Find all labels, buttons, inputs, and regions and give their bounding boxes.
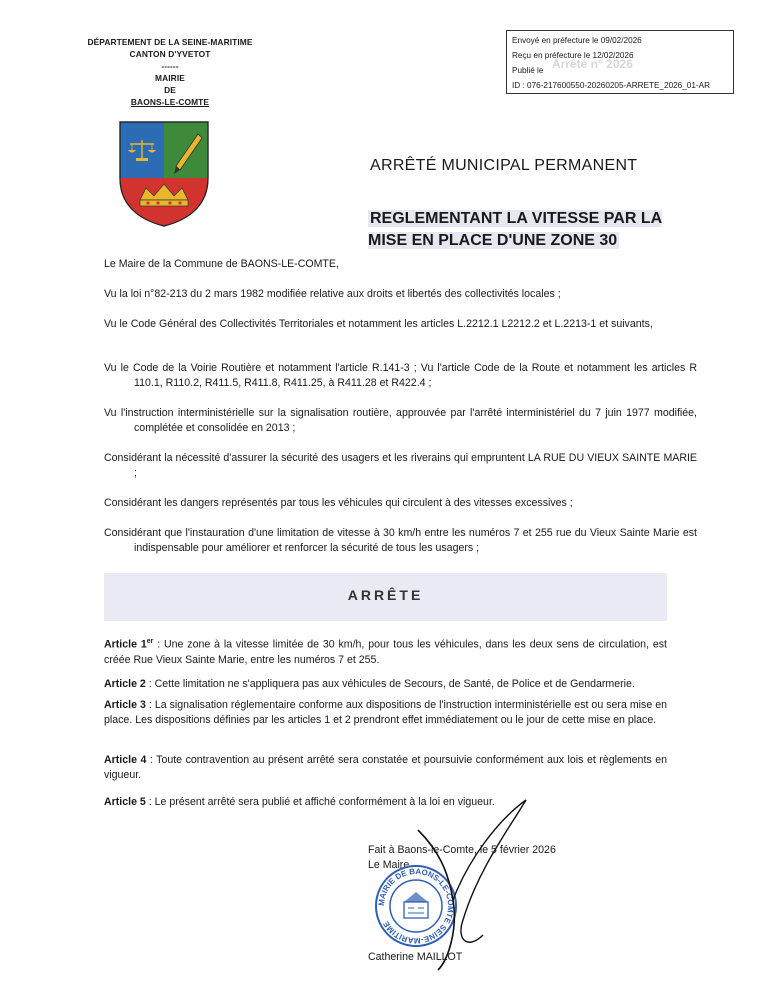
article-2: Article 2 : Cette limitation ne s'appliquera pas aux véhicules de Secours, de Santé, de Police et de Gendarmerie. [104, 678, 635, 690]
municipal-crest-icon [118, 120, 210, 228]
signature-place-date: Fait à Baons-le-Comte, le 5 février 2026 [368, 844, 556, 856]
dept-line: ------ [161, 61, 179, 71]
dept-line: DÉPARTEMENT DE LA SEINE-MARITIME [87, 37, 253, 47]
preamble-considerant-3: Considérant que l'instauration d'une limitation de vitesse à 30 km/h entre les numéros 7 et 255 rue du Vieux Sainte Marie est indispensable pour améliorer et renforcer la sécurité de tous les usagers ; [104, 527, 697, 554]
stamp-sent: Envoyé en préfecture le 09/02/2026 [512, 36, 642, 45]
signatory-name: Catherine MAILLOT [368, 951, 463, 963]
seal-text: MAIRIE DE BAONS-LE-COMTE SEINE-MARITIME [376, 866, 456, 946]
article-4: Article 4 : Toute contravention au présent arrêté sera constatée et poursuivie conformément aux lois et règlements en vigueur. [104, 754, 667, 781]
dept-line: DE [164, 85, 176, 95]
arrete-heading-band [104, 573, 667, 621]
signature-role: Le Maire [368, 859, 410, 871]
stamp-published: Publié le Arrêté n° 2026 [512, 57, 633, 75]
article-1: Article 1er : Une zone à la vitesse limitée de 30 km/h, pour tous les véhicules, dans les deux sens de circulation, est créée Rue Vieux Sainte Marie, entre les numéros 7 et 255. [104, 638, 667, 666]
preamble-intro: Le Maire de la Commune de BAONS-LE-COMTE, [104, 258, 339, 270]
preamble-vu-4: Vu l'instruction interministérielle sur la signalisation routière, approuvée par l'arrêté interministériel du 7 juin 1977 modifiée, complétée et consolidée en 2013 ; [104, 407, 697, 434]
dept-line: BAONS-LE-COMTE [130, 97, 210, 107]
article-3: Article 3 : La signalisation réglementaire conforme aux dispositions de l'instruction interministérielle est ou sera mise en place. Les dispositions définies par les articles 1 et 2 prendront effet immédiatement ou le jour de cette mise en place. [104, 699, 667, 726]
preamble-vu-2: Vu le Code Général des Collectivités Territoriales et notamment les articles L.2212.1 L2212.2 et L.2213-1 et suivants, [104, 318, 653, 330]
stamp-received: Reçu en préfecture le 12/02/2026 [512, 51, 634, 60]
stamp-watermark: Arrêté n° 2026 [552, 57, 633, 71]
department-header [80, 36, 260, 108]
article-5: Article 5 : Le présent arrêté sera publié et affiché conformément à la loi en vigueur. [104, 796, 495, 808]
preamble-considerant-1: Considérant la nécessité d'assurer la sécurité des usagers et les riverains qui empruntent LA RUE DU VIEUX SAINTE MARIE ; [104, 452, 697, 479]
document-subtitle: REGLEMENTANT LA VITESSE PAR LA MISE EN PLACE D'UNE ZONE 30 [368, 210, 663, 249]
preamble-considerant-2: Considérant les dangers représentés par tous les véhicules qui circulent à des vitesses excessives ; [104, 497, 573, 509]
dept-line: CANTON D'YVETOT [129, 49, 211, 59]
document-title: ARRÊTÉ MUNICIPAL PERMANENT [370, 157, 638, 174]
preamble-vu-1: Vu la loi n°82-213 du 2 mars 1982 modifiée relative aux droits et libertés des collectivités locales ; [104, 288, 561, 300]
dept-line: MAIRIE [155, 73, 185, 83]
preamble-vu-3: Vu le Code de la Voirie Routière et notamment l'article R.141-3 ; Vu l'article Code de la Route et notamment les articles R 110.1, R110.2, R411.5, R411.8, R411.25, à R411.28 et R422.4 ; [104, 362, 697, 389]
arrete-heading: ARRÊTE [347, 587, 424, 603]
stamp-id: ID : 076-217600550-20260205-ARRETE_2026_01-AR [512, 81, 710, 90]
prefecture-stamp [506, 30, 734, 94]
